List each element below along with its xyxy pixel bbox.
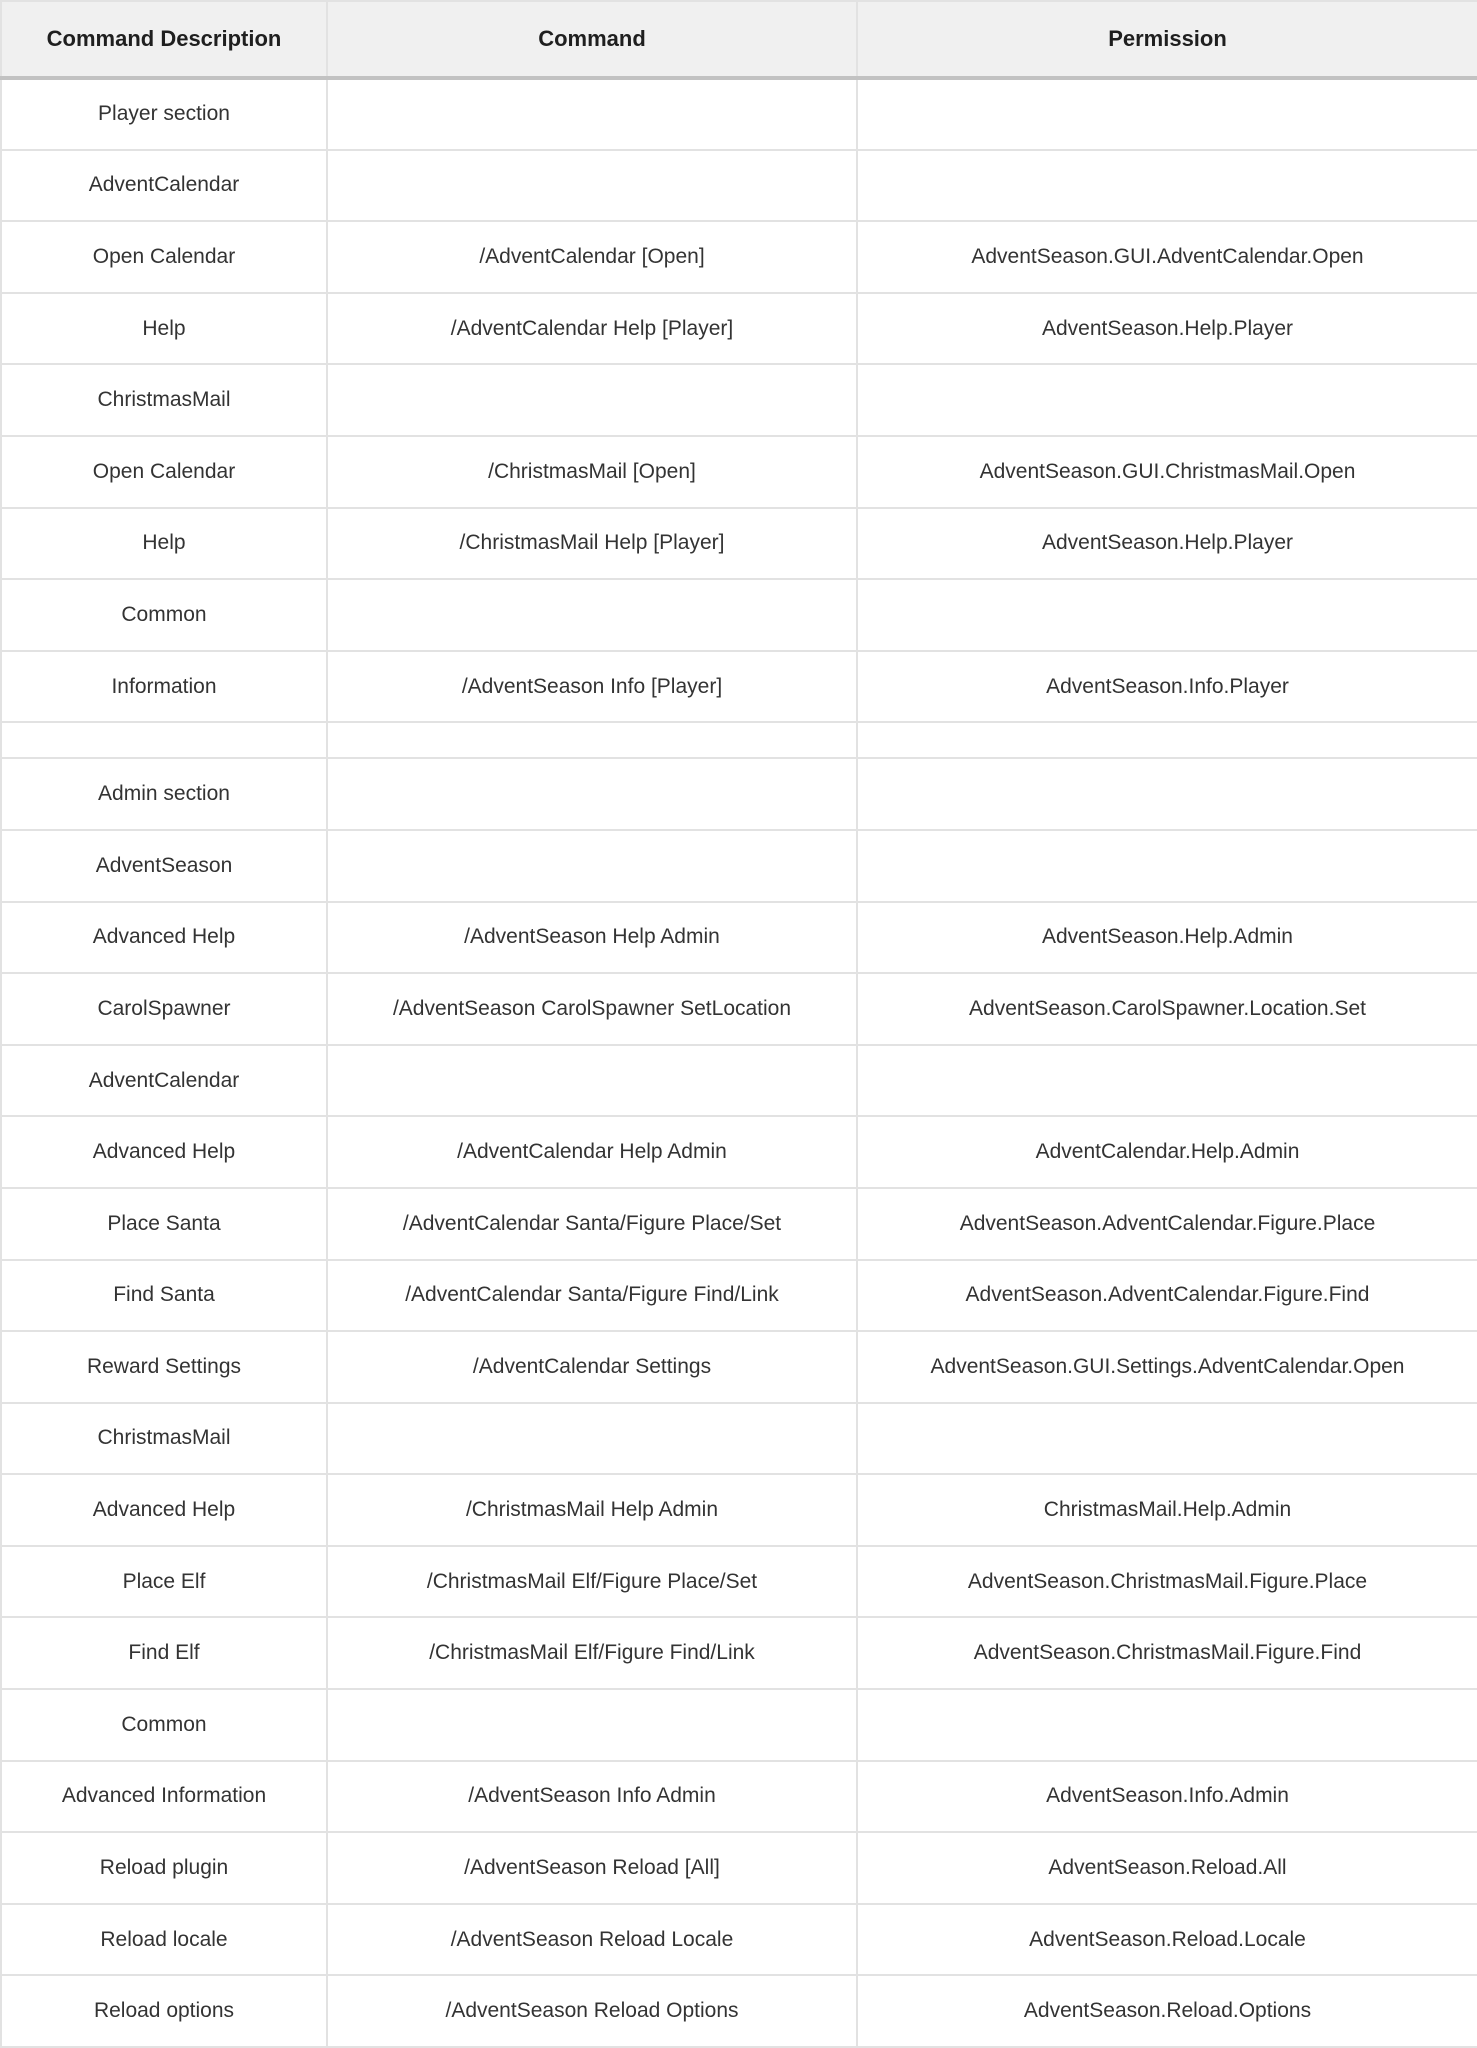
table-row <box>1 1761 1477 1833</box>
cell-permission: AdventSeason.GUI.Settings.AdventCalendar.Open <box>857 1331 1477 1403</box>
cell-command-description: Common <box>1 579 327 651</box>
table-row <box>1 651 1477 723</box>
cell-command-description: Help <box>1 293 327 365</box>
table-row <box>1 436 1477 508</box>
cell-command-description: Reload locale <box>1 1904 327 1976</box>
cell-command-description: Help <box>1 508 327 580</box>
cell-command: /AdventCalendar Santa/Figure Place/Set <box>327 1188 857 1260</box>
header-permission: Permission <box>857 1 1477 78</box>
cell-permission <box>857 830 1477 902</box>
cell-permission: AdventSeason.Reload.Options <box>857 1975 1477 2047</box>
cell-permission <box>857 579 1477 651</box>
cell-command: /AdventSeason Help Admin <box>327 902 857 974</box>
cell-command <box>327 78 857 150</box>
cell-command: /AdventCalendar Help Admin <box>327 1116 857 1188</box>
cell-command: /ChristmasMail Elf/Figure Place/Set <box>327 1546 857 1618</box>
cell-permission: AdventSeason.Info.Player <box>857 651 1477 723</box>
table-row <box>1 1403 1477 1475</box>
cell-command-description: Reload plugin <box>1 1832 327 1904</box>
cell-permission: AdventSeason.Help.Admin <box>857 902 1477 974</box>
cell-command: /AdventCalendar Settings <box>327 1331 857 1403</box>
cell-permission <box>857 1045 1477 1117</box>
cell-command <box>327 1045 857 1117</box>
table-header <box>1 1 1477 78</box>
cell-command-description: Open Calendar <box>1 221 327 293</box>
cell-permission: AdventSeason.Reload.Locale <box>857 1904 1477 1976</box>
cell-permission <box>857 758 1477 830</box>
table-row <box>1 508 1477 580</box>
cell-permission: AdventSeason.Info.Admin <box>857 1761 1477 1833</box>
cell-command: /ChristmasMail Help [Player] <box>327 508 857 580</box>
table-row <box>1 1617 1477 1689</box>
table-row <box>1 1546 1477 1618</box>
cell-permission: AdventSeason.Help.Player <box>857 508 1477 580</box>
cell-permission: AdventSeason.GUI.AdventCalendar.Open <box>857 221 1477 293</box>
cell-command-description: Place Santa <box>1 1188 327 1260</box>
cell-permission <box>857 364 1477 436</box>
cell-command-description: CarolSpawner <box>1 973 327 1045</box>
cell-command-description: Open Calendar <box>1 436 327 508</box>
table-row <box>1 1904 1477 1976</box>
cell-command-description: Advanced Help <box>1 1116 327 1188</box>
table-row <box>1 78 1477 150</box>
cell-permission: AdventSeason.AdventCalendar.Figure.Find <box>857 1260 1477 1332</box>
cell-command <box>327 579 857 651</box>
cell-command-description: AdventSeason <box>1 830 327 902</box>
cell-command: /ChristmasMail Elf/Figure Find/Link <box>327 1617 857 1689</box>
table-row <box>1 830 1477 902</box>
cell-command-description: Admin section <box>1 758 327 830</box>
table-row <box>1 1260 1477 1332</box>
table-row <box>1 150 1477 222</box>
cell-permission: ChristmasMail.Help.Admin <box>857 1474 1477 1546</box>
cell-permission: AdventCalendar.Help.Admin <box>857 1116 1477 1188</box>
cell-command-description: AdventCalendar <box>1 150 327 222</box>
cell-command <box>327 1403 857 1475</box>
cell-command <box>327 830 857 902</box>
cell-permission: AdventSeason.Help.Player <box>857 293 1477 365</box>
table-row <box>1 902 1477 974</box>
cell-command-description: Player section <box>1 78 327 150</box>
cell-command-description: Reload options <box>1 1975 327 2047</box>
header-row <box>1 1 1477 78</box>
cell-permission <box>857 78 1477 150</box>
cell-command-description: Information <box>1 651 327 723</box>
cell-command-description: Find Elf <box>1 1617 327 1689</box>
cell-permission: AdventSeason.GUI.ChristmasMail.Open <box>857 436 1477 508</box>
table-row <box>1 1188 1477 1260</box>
cell-command-description: Advanced Help <box>1 902 327 974</box>
cell-command: /AdventSeason CarolSpawner SetLocation <box>327 973 857 1045</box>
cell-command-description: ChristmasMail <box>1 1403 327 1475</box>
table-row <box>1 1832 1477 1904</box>
cell-command: /AdventSeason Reload Options <box>327 1975 857 2047</box>
cell-command-description: AdventCalendar <box>1 1045 327 1117</box>
cell-command-description <box>1 722 327 758</box>
cell-command: /AdventSeason Info Admin <box>327 1761 857 1833</box>
table-row <box>1 1331 1477 1403</box>
table-row <box>1 1045 1477 1117</box>
cell-command-description: Advanced Information <box>1 1761 327 1833</box>
cell-command <box>327 758 857 830</box>
table-row <box>1 1689 1477 1761</box>
cell-command: /AdventSeason Reload [All] <box>327 1832 857 1904</box>
cell-permission <box>857 150 1477 222</box>
table-row <box>1 1116 1477 1188</box>
cell-permission <box>857 1403 1477 1475</box>
cell-command-description: Common <box>1 1689 327 1761</box>
cell-command: /ChristmasMail Help Admin <box>327 1474 857 1546</box>
table-row <box>1 758 1477 830</box>
table-body <box>1 78 1477 2047</box>
header-command-description: Command Description <box>1 1 327 78</box>
table-row <box>1 1975 1477 2047</box>
cell-command: /AdventSeason Reload Locale <box>327 1904 857 1976</box>
cell-command <box>327 150 857 222</box>
table-row <box>1 1474 1477 1546</box>
table-row <box>1 579 1477 651</box>
table-row <box>1 722 1477 758</box>
cell-command-description: Reward Settings <box>1 1331 327 1403</box>
cell-permission: AdventSeason.ChristmasMail.Figure.Find <box>857 1617 1477 1689</box>
cell-command-description: Place Elf <box>1 1546 327 1618</box>
table-row <box>1 293 1477 365</box>
cell-permission: AdventSeason.CarolSpawner.Location.Set <box>857 973 1477 1045</box>
cell-command: /AdventCalendar Help [Player] <box>327 293 857 365</box>
cell-permission <box>857 1689 1477 1761</box>
cell-command-description: Find Santa <box>1 1260 327 1332</box>
cell-command-description: ChristmasMail <box>1 364 327 436</box>
cell-permission: AdventSeason.ChristmasMail.Figure.Place <box>857 1546 1477 1618</box>
cell-command <box>327 364 857 436</box>
table-row <box>1 221 1477 293</box>
table-row <box>1 364 1477 436</box>
table-row <box>1 973 1477 1045</box>
cell-permission <box>857 722 1477 758</box>
cell-command: /AdventCalendar [Open] <box>327 221 857 293</box>
cell-permission: AdventSeason.Reload.All <box>857 1832 1477 1904</box>
cell-command-description: Advanced Help <box>1 1474 327 1546</box>
cell-command: /AdventCalendar Santa/Figure Find/Link <box>327 1260 857 1332</box>
cell-command <box>327 1689 857 1761</box>
cell-command <box>327 722 857 758</box>
cell-permission: AdventSeason.AdventCalendar.Figure.Place <box>857 1188 1477 1260</box>
header-command: Command <box>327 1 857 78</box>
cell-command: /AdventSeason Info [Player] <box>327 651 857 723</box>
cell-command: /ChristmasMail [Open] <box>327 436 857 508</box>
